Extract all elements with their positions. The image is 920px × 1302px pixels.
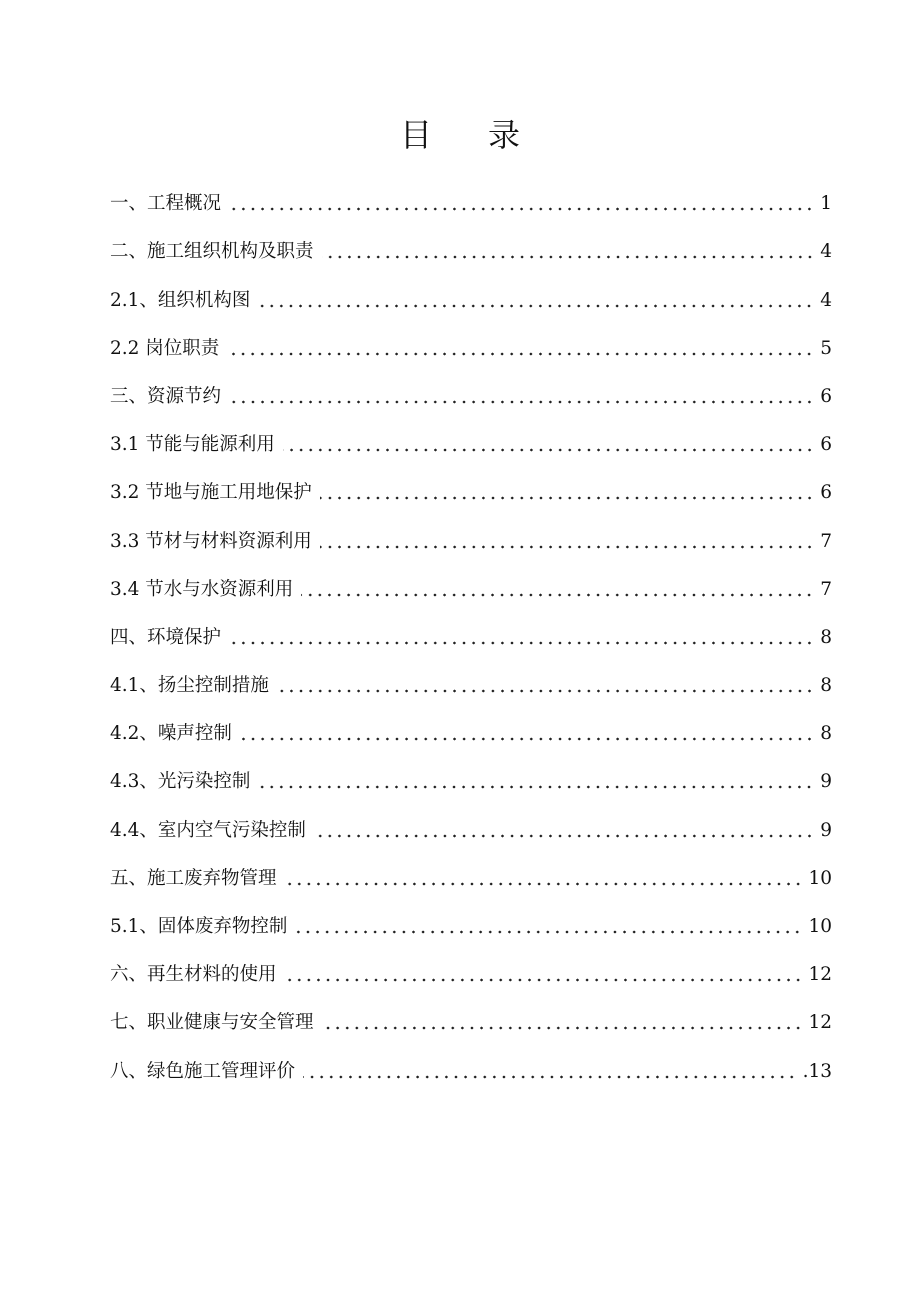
toc-entry-label: 五、施工废弃物管理 [110, 867, 277, 889]
toc-entry-page: 10 [808, 867, 832, 889]
toc-entry-label: 5.1、固体废弃物控制 [110, 916, 288, 937]
dot-leader [322, 255, 815, 259]
toc-entry-page: 8 [820, 675, 832, 697]
toc-entry[interactable] [110, 652, 832, 700]
toc-entry[interactable] [110, 700, 832, 748]
dot-leader [229, 207, 814, 211]
dot-leader [314, 834, 814, 838]
dot-leader [285, 978, 803, 982]
toc-entry-label: 4.1、扬尘控制措施 [110, 675, 269, 697]
dot-leader [295, 930, 802, 934]
toc-entry-label: 一、工程概况 [110, 193, 222, 215]
toc-entry-label: 3.2 节地与施工用地保护 [110, 482, 312, 504]
toc-entry[interactable] [110, 363, 832, 411]
toc-entry-page: 10 [808, 916, 832, 937]
dot-leader [229, 400, 814, 404]
page-title: 目录 [399, 116, 576, 154]
toc-entry-label: 七、职业健康与安全管理 [110, 1012, 314, 1034]
dot-leader [283, 448, 814, 452]
dot-leader [227, 352, 814, 356]
toc-entry[interactable] [110, 893, 832, 941]
toc-entry-page: 4 [820, 241, 832, 263]
dot-leader [303, 1075, 797, 1079]
table-of-contents [110, 170, 832, 1086]
toc-entry[interactable] [110, 1037, 832, 1085]
toc-entry-page: 1 [820, 193, 832, 215]
toc-entry-label: 六、再生材料的使用 [110, 964, 277, 986]
toc-entry[interactable] [110, 989, 832, 1037]
dot-leader [229, 641, 814, 645]
toc-entry-label: 3.1 节能与能源利用 [110, 434, 275, 456]
toc-entry-label: 4.2、噪声控制 [110, 723, 232, 745]
toc-entry[interactable] [110, 845, 832, 893]
toc-entry[interactable] [110, 218, 832, 266]
toc-entry-page: 7 [820, 578, 832, 600]
toc-entry[interactable] [110, 796, 832, 844]
toc-entry-label: 三、资源节约 [110, 385, 222, 407]
toc-entry-label: 4.4、室内空气污染控制 [110, 819, 306, 841]
dot-leader [320, 545, 814, 549]
toc-entry-label: 2.1、组织机构图 [110, 289, 251, 311]
dot-leader [322, 1026, 803, 1030]
toc-entry-label: 3.3 节材与材料资源利用 [110, 530, 312, 552]
toc-entry[interactable] [110, 411, 832, 459]
dot-leader [320, 496, 814, 500]
toc-entry[interactable] [110, 941, 832, 989]
toc-entry-page: .13 [802, 1060, 832, 1082]
dot-leader [240, 737, 814, 741]
toc-entry-page: 9 [820, 771, 832, 793]
dot-leader [258, 304, 814, 308]
toc-entry-page: 6 [820, 482, 832, 504]
toc-entry-page: 6 [820, 385, 832, 407]
toc-entry[interactable] [110, 507, 832, 555]
toc-entry[interactable] [110, 604, 832, 652]
dot-leader [285, 882, 803, 886]
toc-entry-page: 7 [820, 530, 832, 552]
toc-entry[interactable] [110, 748, 832, 796]
dot-leader [277, 689, 814, 693]
toc-entry-page: 9 [820, 819, 832, 841]
toc-entry[interactable] [110, 459, 832, 507]
toc-entry[interactable] [110, 556, 832, 604]
toc-entry-label: 2.2 岗位职责 [110, 337, 220, 359]
toc-entry-page: 8 [820, 626, 832, 648]
toc-entry-page: 8 [820, 723, 832, 745]
toc-entry-page: 12 [808, 964, 832, 986]
toc-entry-page: 6 [820, 434, 832, 456]
dot-leader [258, 785, 814, 789]
toc-entry-page: 5 [820, 337, 832, 359]
toc-entry-label: 四、环境保护 [110, 626, 222, 648]
toc-entry-label: 二、施工组织机构及职责 [110, 241, 314, 263]
toc-entry-page: 12 [808, 1012, 832, 1034]
toc-entry[interactable] [110, 170, 832, 218]
toc-entry[interactable] [110, 266, 832, 314]
toc-entry-label: 4.3、光污染控制 [110, 771, 251, 793]
toc-entry-label: 八、绿色施工管理评价 [110, 1060, 296, 1082]
dot-leader [301, 593, 814, 597]
toc-entry-label: 3.4 节水与水资源利用 [110, 578, 294, 600]
toc-entry[interactable] [110, 315, 832, 363]
toc-entry-page: 4 [820, 289, 832, 311]
